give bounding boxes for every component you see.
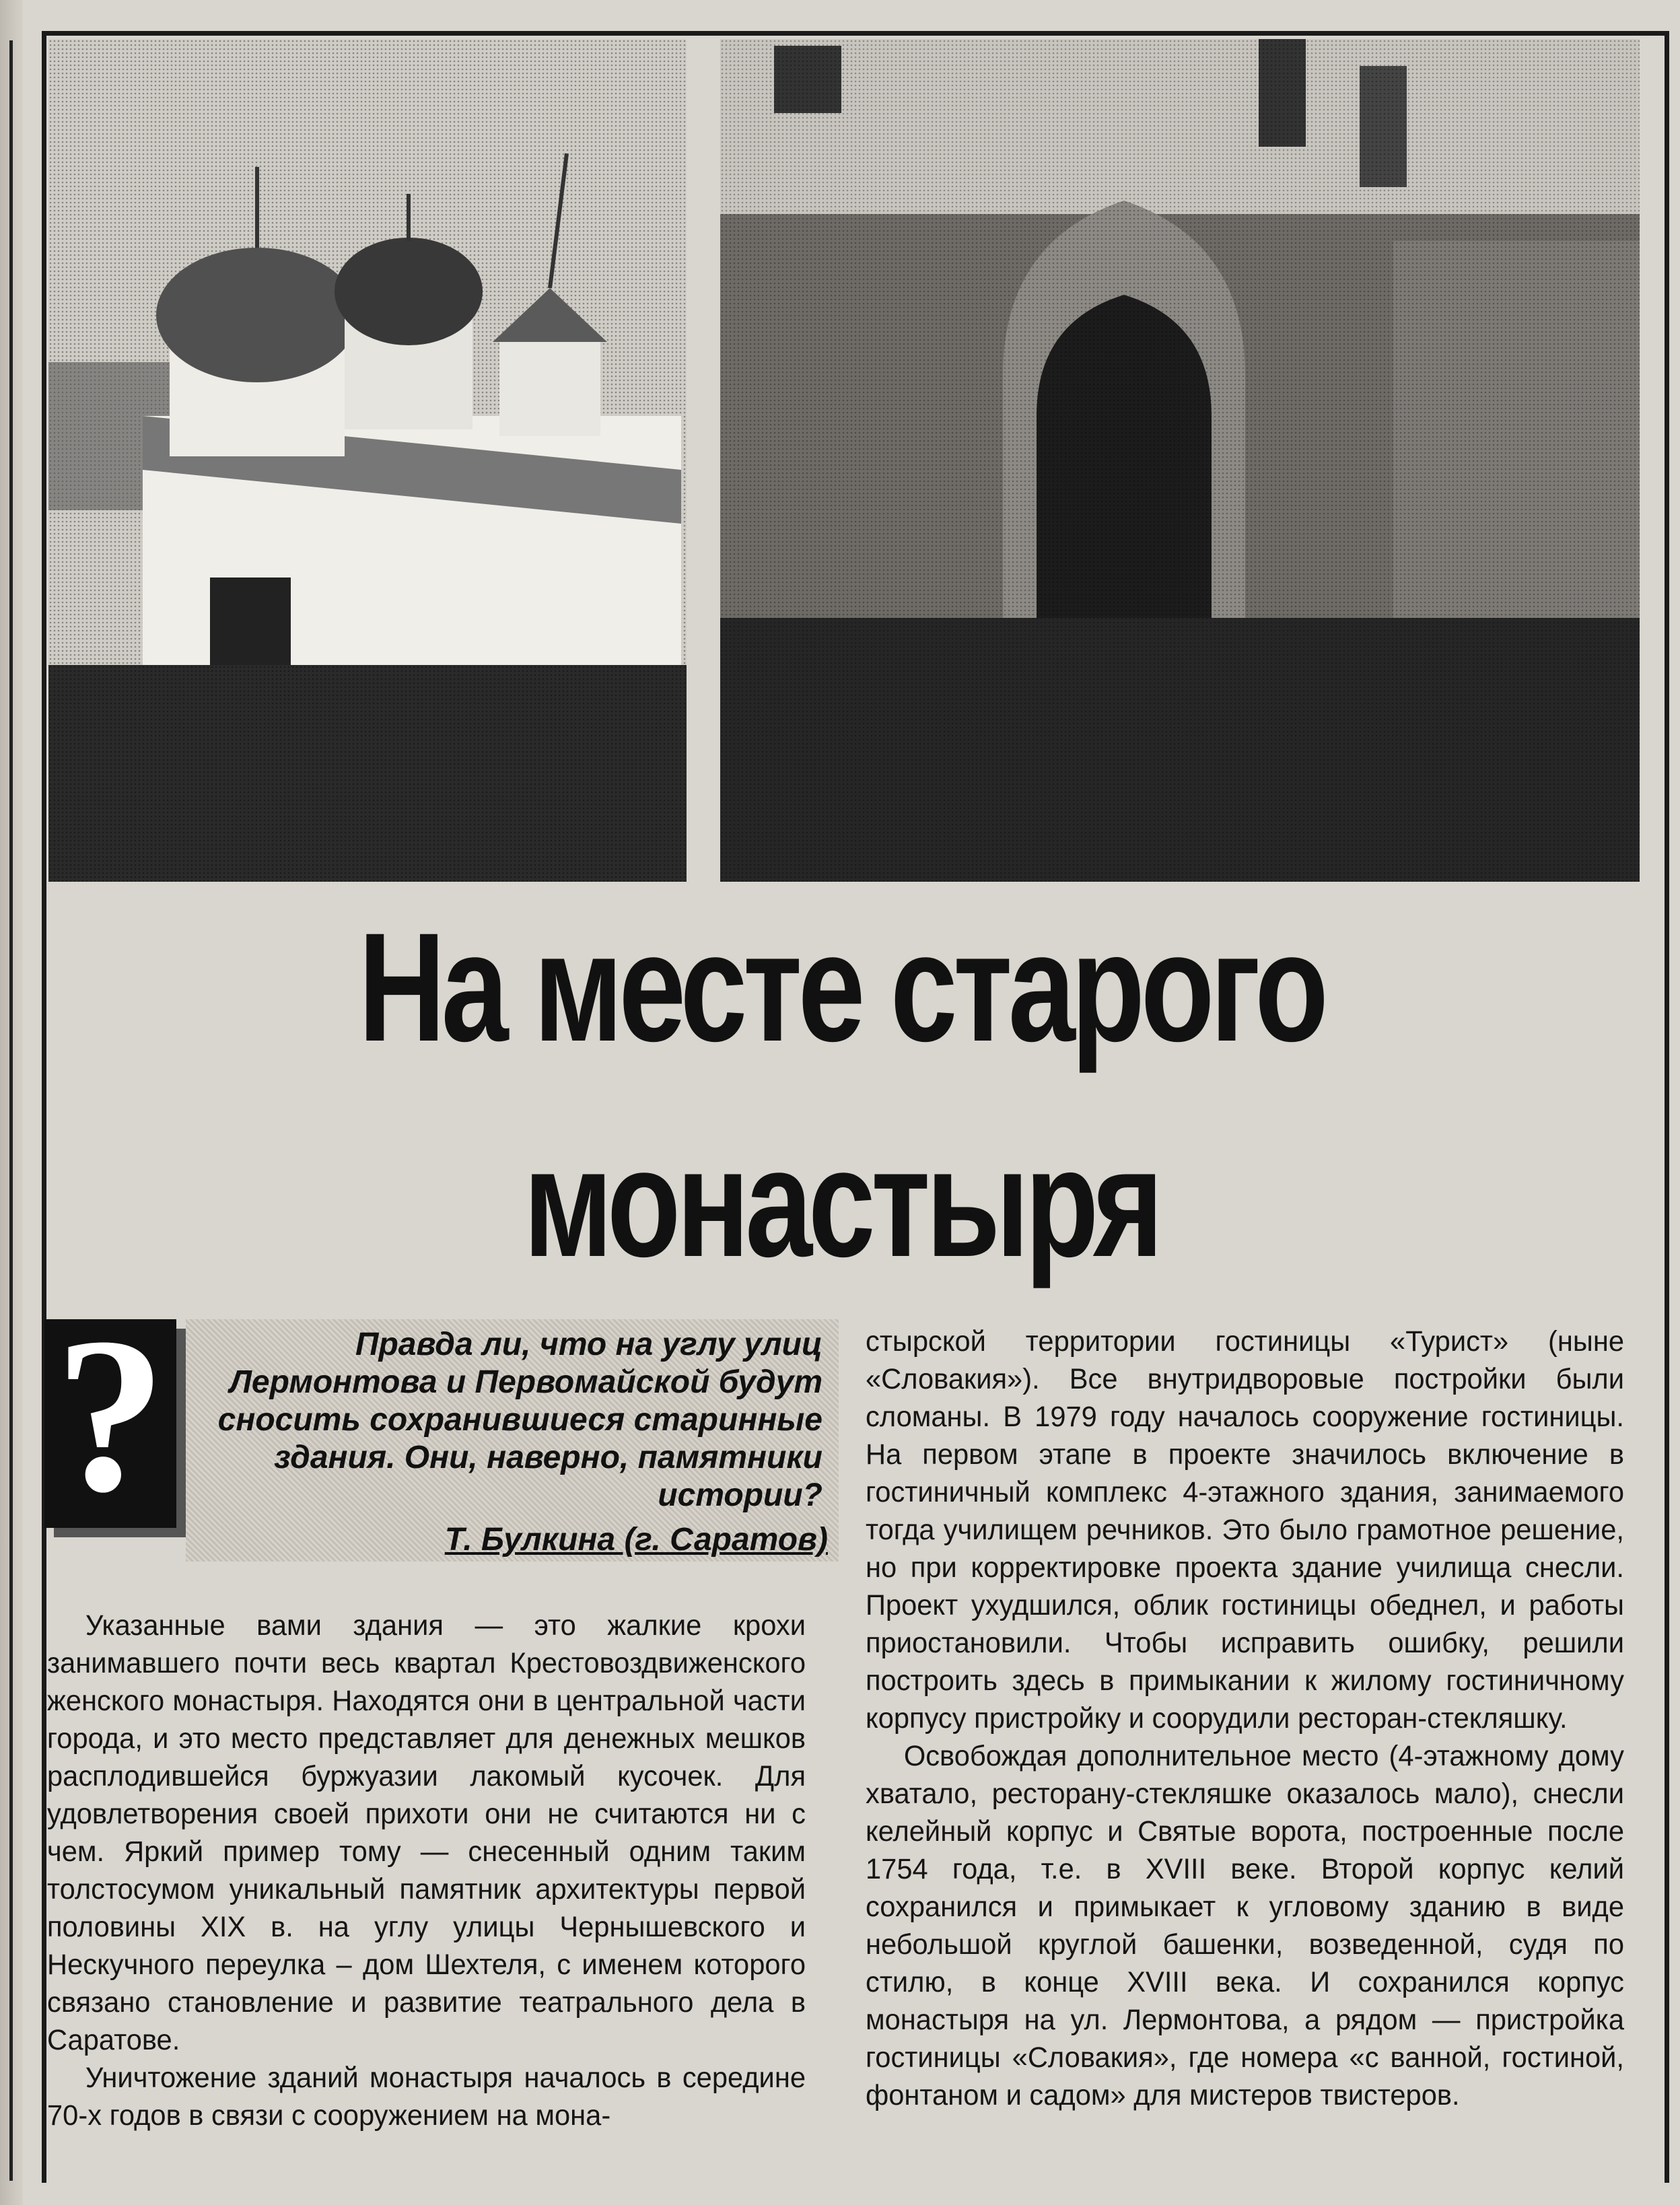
column-rule [9,40,13,2181]
question-mark-icon [44,1292,176,1538]
headline-line-1: На месте старого [358,901,1325,1074]
reader-question-box [44,1292,828,1595]
article-column-right [866,1323,1624,2115]
headline-line-2: монастыря [523,1116,1160,1289]
question-panel [186,1319,839,1562]
article-paragraph: Указанные вами здания — это жалкие крохи занимавшего почти весь квартал Крестовоздвиженского женского монастыря. Находятся они в центральной части города, и это место представляет для денежных мешков расплодившейся буржуазии лакомый кусочек. Для удовлетворения своей прихоти они не считаются ни с чем. Яркий пример тому — снесенный одним таким толстосумом уникальный памятник архитектуры первой половины XIX в. на углу улицы Чернышевского и Нескучного переулка – дом Шехтеля, с именем которого связано становление и развитие театрального дела в Саратове. [47,1610,806,2056]
page-edge [0,0,23,2205]
article-column-left [47,1607,806,2135]
question-text: Правда ли, что на углу улиц Лермонтова и Первомайской будут сносить сохранившиеся старинные здания. Они, наверно, памятники истории? [217,1327,823,1513]
question-mark-glyph: ? [55,1292,166,1538]
monastery-gate-photo [720,39,1640,882]
article-paragraph: Освобождая дополнительное место (4-этажному дому хватало, ресторану-стекляшке оказалось мало), снесли келейный корпус и Святые ворота, построенные после 1754 года, т.е. в XVIII веке. Второй корпус келий сохранился и примыкает к угловому зданию в виде небольшой круглой башенки, возведенной, судя по стилю, в конце XVIII века. И сохранился корпус монастыря на ул. Лермонтова, а рядом — пристройка гостиницы «Словакия», где номера «с ванной, гостиной, фонтаном и садом» для мистеров твистеров. [866,1741,1624,2111]
monastery-church-photo [48,39,687,882]
article-paragraph: стырской территории гостиницы «Турист» (ныне «Словакия»). Все внутридворовые постройки были сломаны. В 1979 году началось сооружение гостиницы. На первом этапе в проекте значилось включение в гостиничный комплекс 4-этажного здания, занимаемого тогда училищем речников. Это было грамотное решение, но при корректировке проекта здание училища снесли. Проект ухудшился, облик гостиницы обеднел, и работы приостановили. Чтобы исправить ошибку, решили построить здесь в примыкании к жилому гостиничному корпусу пристройку и соорудили ресторан-стекляшку. [866,1326,1624,1735]
question-author: Т. Булкина (г. Саратов) [444,1522,828,1558]
article-paragraph: Уничтожение зданий монастыря началось в середине 70-х годов в связи с сооружением на мона- [47,2062,806,2132]
